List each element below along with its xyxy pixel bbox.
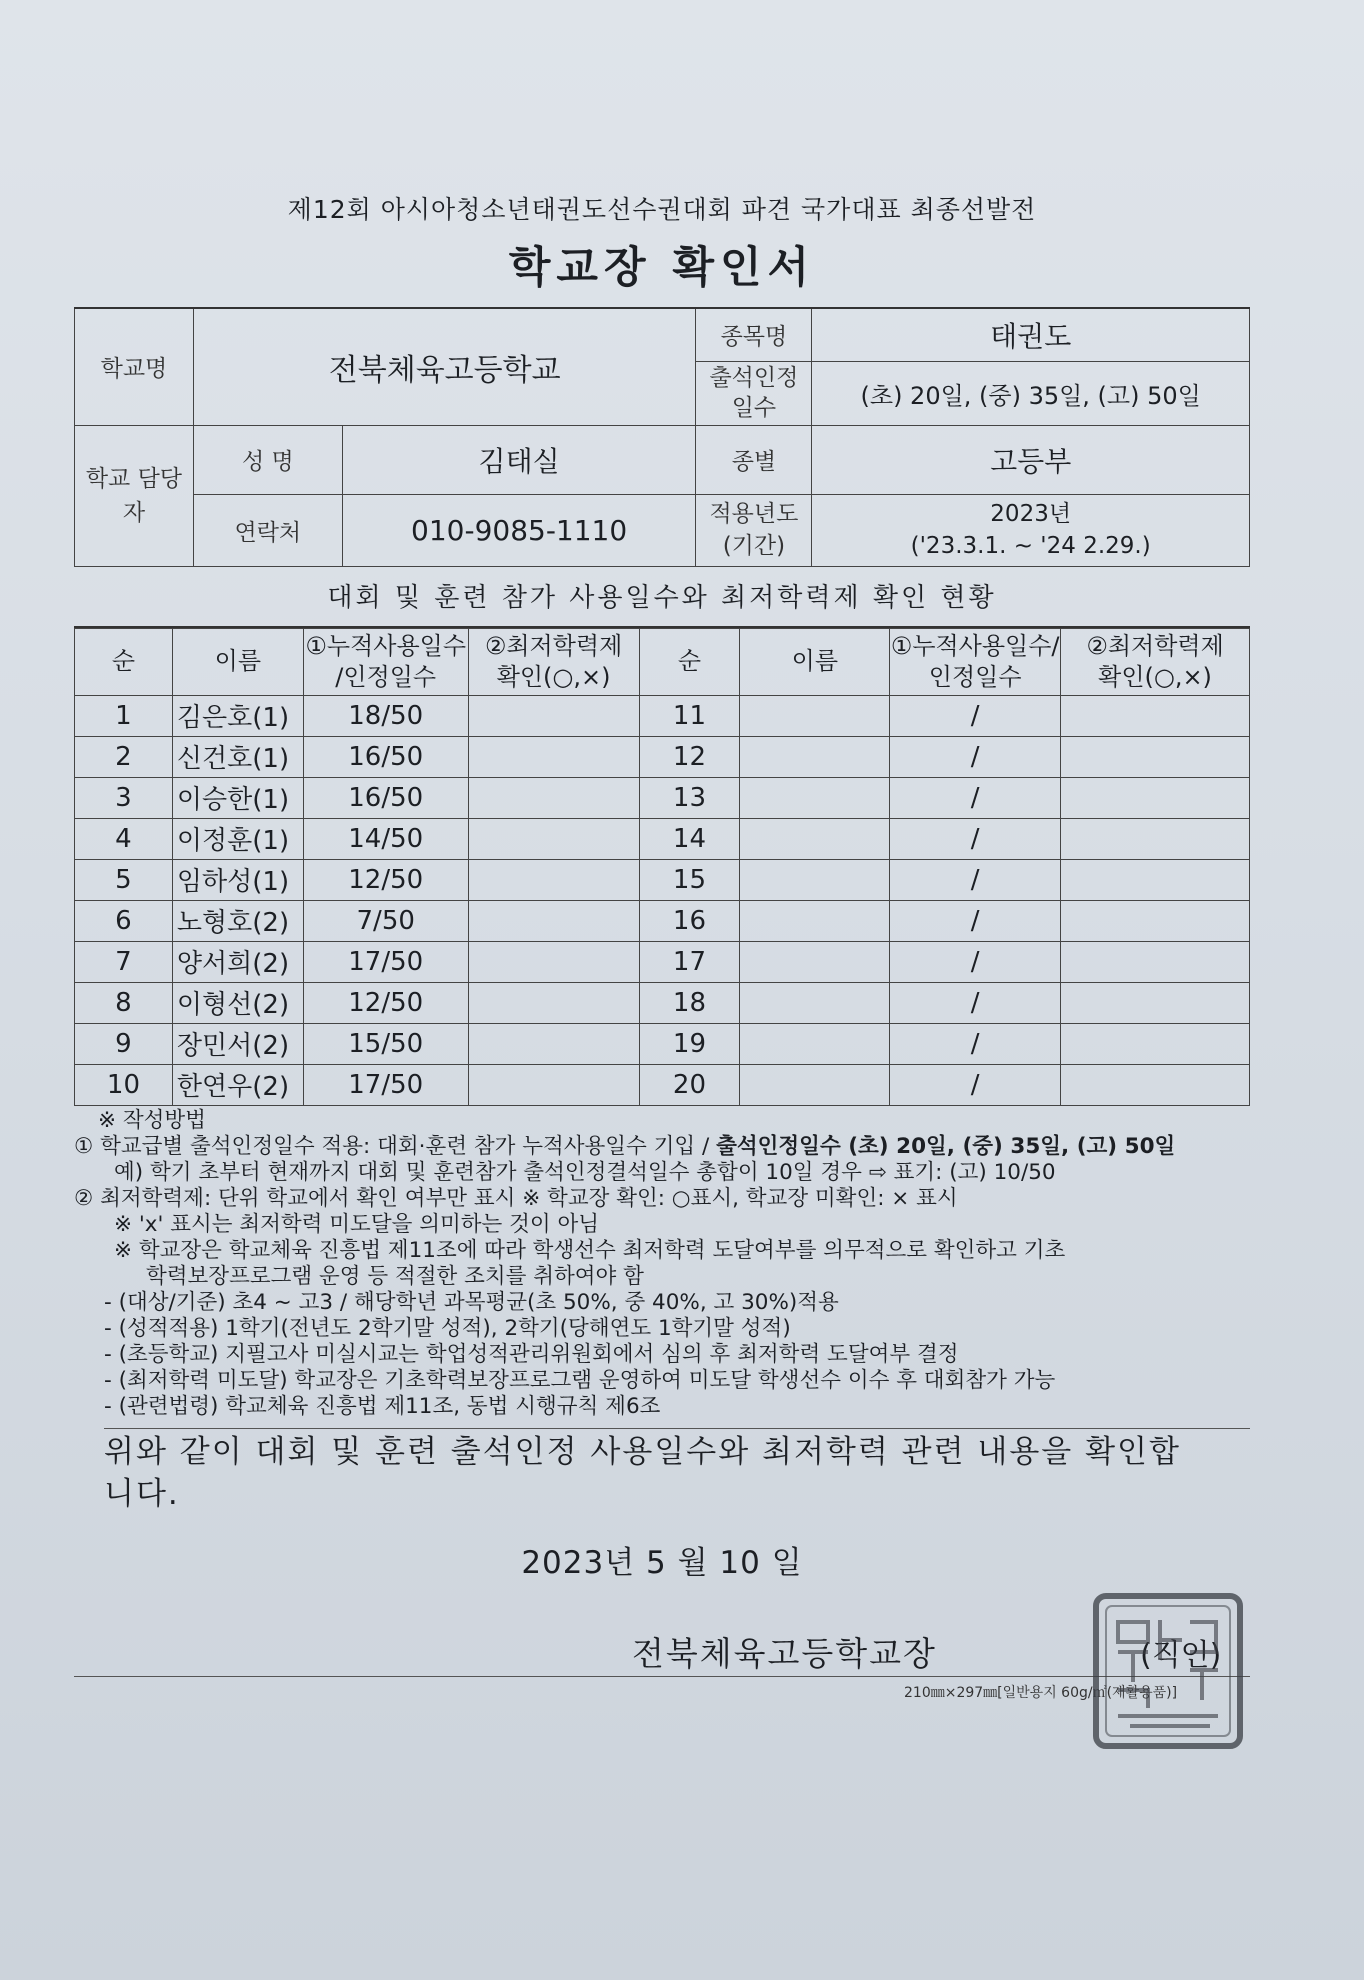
school-name-label: 학교명 [75, 308, 194, 425]
table-row [75, 859, 1250, 900]
used-days: / [890, 777, 1061, 818]
note-1-example: 예) 학기 초부터 현재까지 대회 및 훈련참가 출석인정결석일수 총합이 10일 경우 ⇨ 표기: (고) 10/50 [114, 1159, 1056, 1185]
table-row [75, 941, 1250, 982]
sport-value: 태권도 [812, 308, 1250, 361]
col-header-no: 순 [75, 628, 173, 695]
row-number: 11 [639, 695, 740, 736]
table-row [75, 1064, 1250, 1105]
col-header-check: ②최저학력제 확인(○,×) [468, 628, 639, 695]
min-academic-check [468, 941, 639, 982]
used-days: / [890, 818, 1061, 859]
athlete-name: 이형선(2) [172, 982, 303, 1023]
row-number: 10 [75, 1064, 173, 1105]
min-academic-check [1061, 736, 1250, 777]
apply-year-value [812, 494, 1250, 566]
attendance-days-value: (초) 20일, (중) 35일, (고) 50일 [812, 361, 1250, 425]
min-academic-check [1061, 1023, 1250, 1064]
min-academic-check [468, 982, 639, 1023]
staff-name-label: 성 명 [193, 425, 342, 494]
athlete-name: 이승한(1) [172, 777, 303, 818]
staff-label: 학교 담당자 [75, 425, 194, 566]
used-days: / [890, 941, 1061, 982]
table-row [75, 777, 1250, 818]
note-1: ① 학교급별 출석인정일수 적용: 대회·훈련 참가 누적사용일수 기입 / 출석인정일수 (초) 20일, (중) 35일, (고) 50일 [74, 1133, 1176, 1159]
used-days: 14/50 [303, 818, 468, 859]
row-number: 14 [639, 818, 740, 859]
row-number: 13 [639, 777, 740, 818]
athlete-name: 이정훈(1) [172, 818, 303, 859]
table-row [75, 818, 1250, 859]
used-days: / [890, 1023, 1061, 1064]
col-header-name: 이름 [172, 628, 303, 695]
athlete-name: 임하성(1) [172, 859, 303, 900]
note-target: - (대상/기준) 초4 ~ 고3 / 해당학년 과목평균(초 50%, 중 40%, 고 30%)적용 [104, 1289, 839, 1315]
row-number: 5 [75, 859, 173, 900]
used-days: 7/50 [303, 900, 468, 941]
note-law: - (관련법령) 학교체육 진흥법 제11조, 동법 시행규칙 제6조 [104, 1393, 661, 1419]
min-academic-check [468, 1064, 639, 1105]
used-days: 12/50 [303, 859, 468, 900]
min-academic-check [1061, 982, 1250, 1023]
row-number: 12 [639, 736, 740, 777]
note-elementary: - (초등학교) 지필고사 미실시교는 학업성적관리위원회에서 심의 후 최저학력 도달여부 결정 [104, 1341, 959, 1367]
athlete-name [740, 982, 890, 1023]
athlete-name [740, 777, 890, 818]
col-header-check-2: ②최저학력제 확인(○,×) [1061, 628, 1250, 695]
used-days: 17/50 [303, 1064, 468, 1105]
table-row [75, 1023, 1250, 1064]
min-academic-check [1061, 941, 1250, 982]
used-days: 16/50 [303, 736, 468, 777]
note-grade-apply: - (성적적용) 1학기(전년도 2학기말 성적), 2학기(당해연도 1학기말 성적) [104, 1315, 791, 1341]
row-number: 7 [75, 941, 173, 982]
min-academic-check [468, 736, 639, 777]
athlete-name [740, 695, 890, 736]
note-2: ② 최저학력제: 단위 학교에서 확인 여부만 표시 ※ 학교장 확인: ○표시, 학교장 미확인: × 표시 [74, 1185, 958, 1211]
note-not-reached: - (최저학력 미도달) 학교장은 기초학력보장프로그램 운영하여 미도달 학생선수 이수 후 대회참가 가능 [104, 1367, 1056, 1393]
used-days: / [890, 695, 1061, 736]
paper-spec: 210㎜×297㎜[일반용지 60g/㎡(재활용품)] [904, 1685, 1178, 1701]
min-academic-check [1061, 1064, 1250, 1105]
instructions [74, 1108, 1250, 1420]
row-number: 2 [75, 736, 173, 777]
row-number: 4 [75, 818, 173, 859]
athlete-name [740, 941, 890, 982]
athlete-name: 신건호(1) [172, 736, 303, 777]
min-academic-check [468, 818, 639, 859]
row-number: 17 [639, 941, 740, 982]
table-row [75, 736, 1250, 777]
used-days: / [890, 736, 1061, 777]
col-header-days-2: ①누적사용일수/ 인정일수 [890, 628, 1061, 695]
athlete-status-table [74, 628, 1250, 1106]
apply-period: ('23.3.1. ~ '24 2.29.) [910, 533, 1151, 559]
official-seal-stamp [1090, 1590, 1246, 1752]
certificate-body [74, 190, 1250, 1582]
instructions-heading: ※ 작성방법 [98, 1107, 206, 1133]
apply-year-label: 적용년도 (기간) [696, 494, 812, 566]
used-days: / [890, 982, 1061, 1023]
division-label: 종별 [696, 425, 812, 494]
athlete-name: 한연우(2) [172, 1064, 303, 1105]
sport-label: 종목명 [696, 308, 812, 361]
col-header-name-2: 이름 [740, 628, 890, 695]
row-number: 16 [639, 900, 740, 941]
contact-value: 010-9085-1110 [342, 494, 696, 566]
used-days: 18/50 [303, 695, 468, 736]
table-row [75, 900, 1250, 941]
used-days: / [890, 1064, 1061, 1105]
document-title: 학교장 확인서 [508, 243, 816, 293]
used-days: 17/50 [303, 941, 468, 982]
athlete-name [740, 859, 890, 900]
athlete-name [740, 1064, 890, 1105]
min-academic-check [1061, 859, 1250, 900]
division-value: 고등부 [812, 425, 1250, 494]
used-days: 16/50 [303, 777, 468, 818]
seal-label: (직인) [1140, 1638, 1222, 1673]
event-subtitle: 제12회 아시아청소년태권도선수권대회 파견 국가대표 최종선발전 [287, 195, 1037, 224]
athlete-name [740, 900, 890, 941]
athlete-name [740, 736, 890, 777]
used-days: / [890, 900, 1061, 941]
min-academic-check [1061, 695, 1250, 736]
bottom-rule [74, 1676, 1250, 1677]
athlete-name: 김은호(1) [172, 695, 303, 736]
min-academic-check [1061, 818, 1250, 859]
school-info-table [74, 307, 1250, 567]
row-number: 20 [639, 1064, 740, 1105]
athlete-name: 양서희(2) [172, 941, 303, 982]
contact-label: 연락처 [193, 494, 342, 566]
apply-year: 2023년 [990, 501, 1072, 527]
row-number: 15 [639, 859, 740, 900]
min-academic-check [468, 777, 639, 818]
min-academic-check [468, 1023, 639, 1064]
principal-signature: 전북체육고등학교장 [632, 1634, 937, 1673]
min-academic-check [468, 695, 639, 736]
row-number: 18 [639, 982, 740, 1023]
attendance-days-label: 출석인정 일수 [696, 361, 812, 425]
row-number: 1 [75, 695, 173, 736]
min-academic-check [1061, 777, 1250, 818]
row-number: 6 [75, 900, 173, 941]
confirmation-text: 위와 같이 대회 및 훈련 출석인정 사용일수와 최저학력 관련 내용을 확인합 니다. [104, 1428, 1250, 1515]
note-2-sub-2: ※ 학교장은 학교체육 진흥법 제11조에 따라 학생선수 최저학력 도달여부를 의무적으로 확인하고 기초 [114, 1237, 1066, 1263]
school-name-value: 전북체육고등학교 [193, 308, 696, 425]
used-days: / [890, 859, 1061, 900]
row-number: 8 [75, 982, 173, 1023]
athlete-name: 노형호(2) [172, 900, 303, 941]
min-academic-check [1061, 900, 1250, 941]
used-days: 15/50 [303, 1023, 468, 1064]
athlete-rows [75, 695, 1250, 1105]
min-academic-check [468, 859, 639, 900]
used-days: 12/50 [303, 982, 468, 1023]
table-row [75, 982, 1250, 1023]
min-academic-check [468, 900, 639, 941]
athlete-name [740, 1023, 890, 1064]
row-number: 3 [75, 777, 173, 818]
row-number: 19 [639, 1023, 740, 1064]
athlete-name: 장민서(2) [172, 1023, 303, 1064]
note-2-sub-1: ※ 'x' 표시는 최저학력 미도달을 의미하는 것이 아님 [114, 1211, 600, 1237]
row-number: 9 [75, 1023, 173, 1064]
table-header-row [75, 628, 1250, 695]
issue-date: 2023년 5 월 10 일 [521, 1544, 803, 1581]
table-row [75, 695, 1250, 736]
staff-name-value: 김태실 [342, 425, 696, 494]
col-header-days: ①누적사용일수 /인정일수 [303, 628, 468, 695]
status-section-title: 대회 및 훈련 참가 사용일수와 최저학력제 확인 현황 [74, 567, 1250, 628]
athlete-name [740, 818, 890, 859]
note-2-sub-2-cont: 학력보장프로그램 운영 등 적절한 조치를 취하여야 함 [146, 1263, 644, 1289]
col-header-no-2: 순 [639, 628, 740, 695]
